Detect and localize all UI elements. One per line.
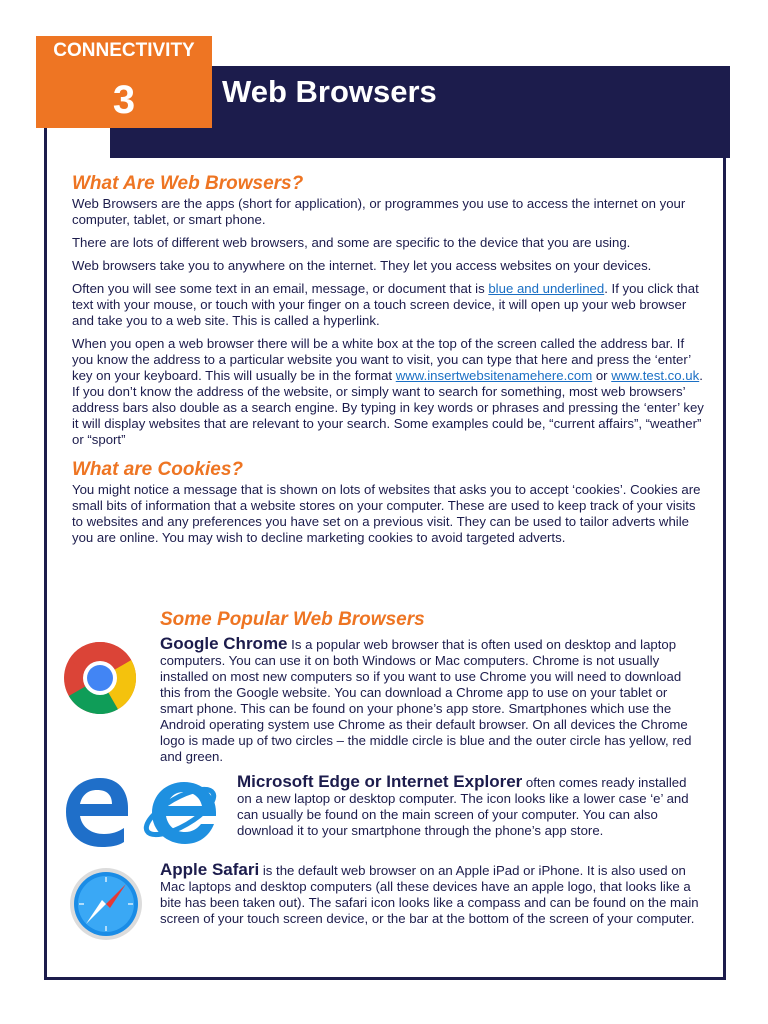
category-label: CONNECTIVITY [53, 40, 195, 61]
example-url-link[interactable]: www.insertwebsitenamehere.com [395, 368, 593, 383]
edge-entry [237, 774, 697, 839]
paragraph: When you open a web browser there will be a white box at the top of the screen called the address bar. If you know the address to a particular website you want to visit, you can type that here and press the ‘enter’ key on your keyboard. This will usually be in the format www.insertwebsitenamehere.com or www.test.co.uk. If you don’t know the address of the website, or simply want to search for something, most web browsers’ address bars also double as a search engine. By typing in key words or phrases and pressing the ‘enter’ key it will display websites that are relevant to your search. Some examples could be, “current affairs”, “weather” or “sport” [72, 336, 704, 447]
paragraph: Web Browsers are the apps (short for application), or programmes you use to access the internet on your computer, tablet, or smart phone. [72, 196, 686, 227]
page-title: Web Browsers [222, 74, 437, 109]
main-content [72, 172, 706, 553]
chrome-icon [62, 640, 138, 716]
test-url-link[interactable]: www.test.co.uk [611, 368, 700, 383]
paragraph: Web browsers take you to anywhere on the internet. They let you access websites on your devices. [72, 258, 652, 273]
safari-description: is the default web browser on an Apple iPad or iPhone. It is also used on Mac laptops and desktop computers (all these devices have an apple logo, that looks like a bite has been taken out). The safari icon looks like a compass and can be found on the main screen of your touch screen device, or the bar at the bottom of the screen of your computer. [160, 863, 699, 926]
internet-explorer-icon [140, 774, 220, 852]
safari-name: Apple Safari [160, 860, 260, 879]
paragraph: There are lots of different web browsers, and some are specific to the device that you are using. [72, 235, 631, 250]
chrome-name: Google Chrome [160, 634, 288, 653]
paragraph: Often you will see some text in an email, message, or document that is blue and underlined. If you click that text with your mouse, or touch with your finger on a touch screen device, it will open up your web browser and take you to a web site. This is called a hyperlink. [72, 281, 699, 328]
chrome-entry [160, 636, 702, 765]
chrome-description: Is a popular web browser that is often used on desktop and laptop computers. You can use it on both Windows or Mac computers. Chrome is not usually installed on most new computers so if you want to use Chrome you will need to download this from the Google website. You can download a Chrome app to use on your tablet or smart phone. This can be found on your phone’s app store. Smartphones which use the Android operating system use Chrome as their default browser. On all devices the Chrome logo is made up of two circles – the middle circle is blue and the outer circle has yellow, red and green. [160, 637, 692, 764]
category-badge [36, 36, 212, 128]
section-heading-popular: Some Popular Web Browsers [160, 609, 425, 630]
chapter-number: 3 [112, 78, 136, 122]
section-heading-browsers: What Are Web Browsers? [72, 173, 304, 194]
edge-description: often comes ready installed on a new laptop or desktop computer. The icon looks like a lower case ‘e’ and can usually be found on the main screen of your computer. You can also download it to your smartphone through the phone’s app store. [237, 775, 689, 838]
section-heading-cookies: What are Cookies? [72, 459, 244, 480]
safari-entry [160, 862, 702, 927]
edge-icon [62, 776, 132, 848]
paragraph: You might notice a message that is shown on lots of websites that asks you to accept ‘cookies’. Cookies are small bits of information that a website stores on your computer. These are used to keep track of your visits to websites and any preferences you have set on a previous visit. They can be used to tailor adverts while you are online. You may wish to decline marketing cookies to avoid targeted adverts. [72, 482, 701, 545]
hyperlink-example[interactable]: blue and underlined [488, 281, 605, 296]
edge-name: Microsoft Edge or Internet Explorer [237, 772, 523, 791]
safari-icon [68, 866, 144, 942]
